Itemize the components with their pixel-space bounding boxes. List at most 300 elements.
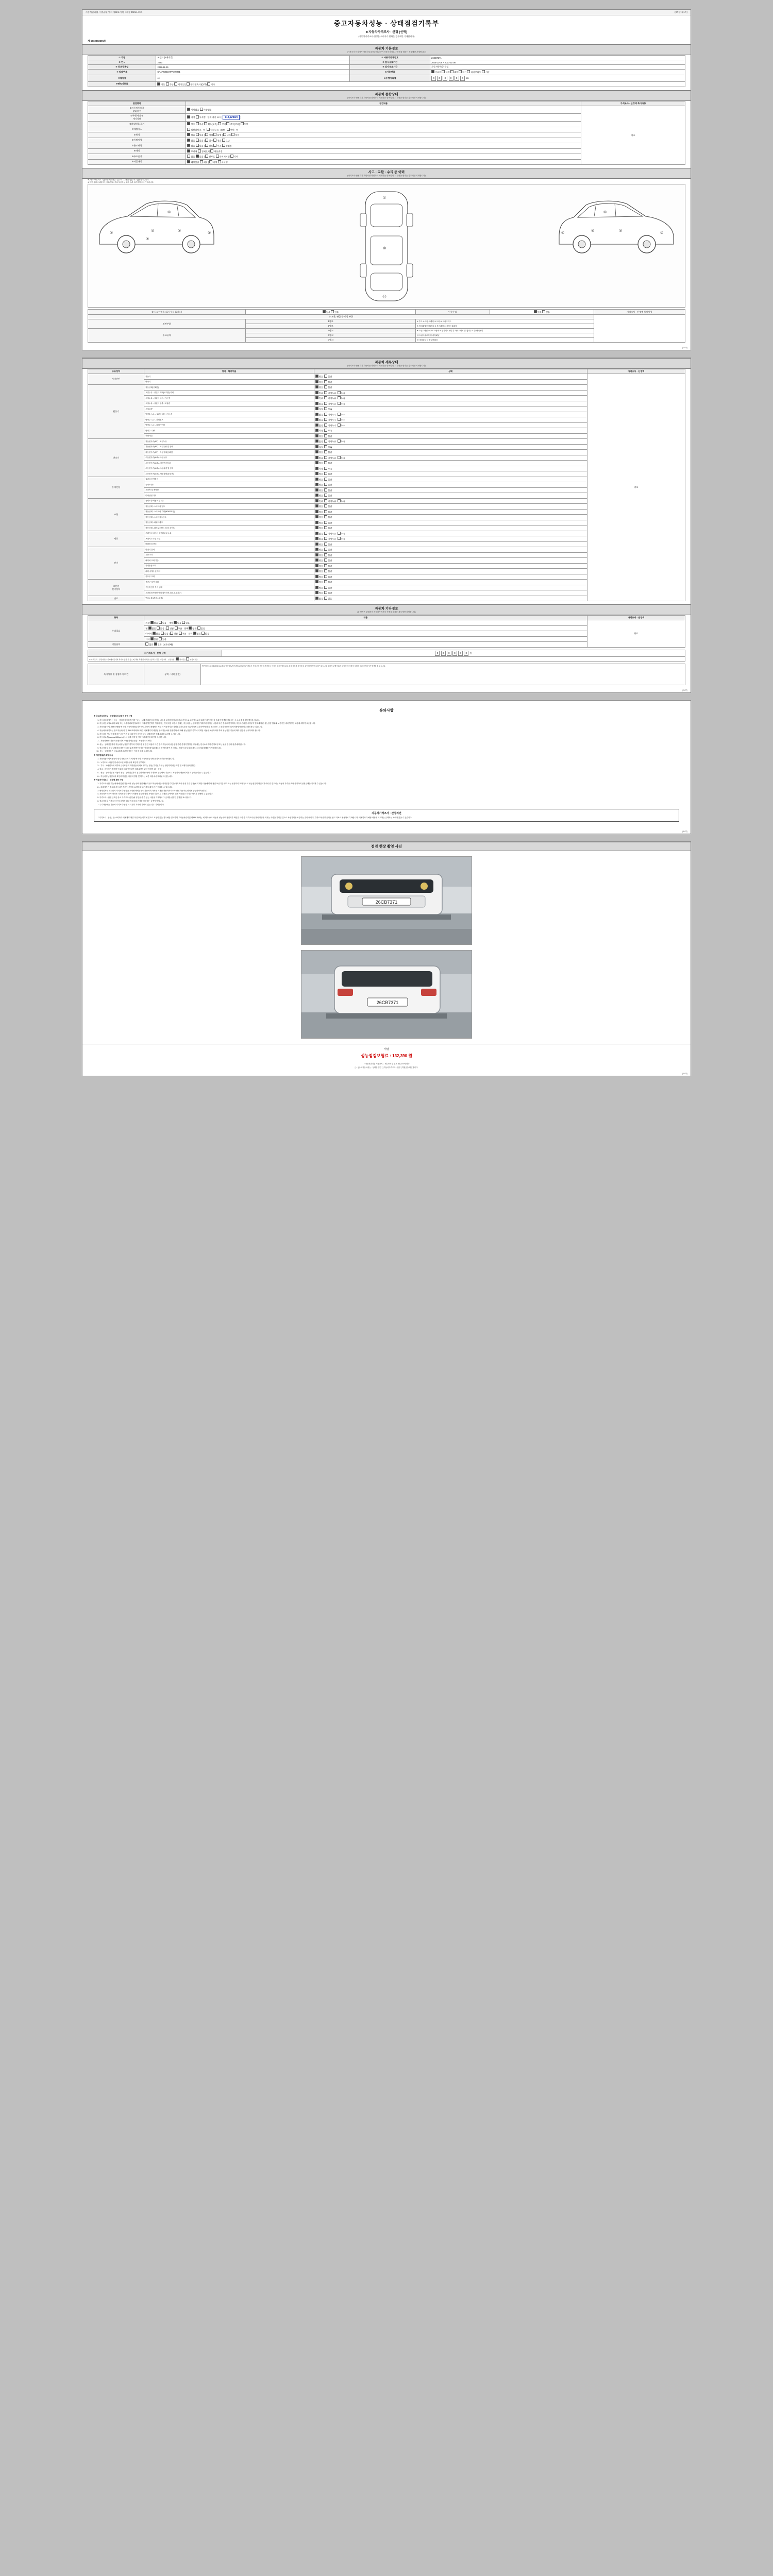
state-label: 미세누수: [328, 413, 337, 416]
checkbox-smoke[interactable]: [227, 128, 230, 131]
detail-table: [88, 369, 685, 601]
detail-item-state: [314, 541, 587, 547]
checkbox-polish-none[interactable]: [189, 626, 192, 630]
detail-item-label: 자동변속기(A/T) - 오일누유: [144, 439, 314, 445]
checkbox-etc-yes[interactable]: [159, 637, 162, 640]
sheet3-footer: (3/4쪽): [682, 831, 687, 833]
value-firstreg: 2022-11-29: [156, 65, 350, 70]
checkbox-trans-semi[interactable]: [174, 82, 177, 86]
checkbox-state-불량[interactable]: [324, 591, 327, 594]
sub-label-tire: 타이어: [145, 632, 152, 635]
checkbox-hist-total[interactable]: [213, 139, 216, 142]
checkbox-recall-yes[interactable]: [200, 160, 203, 163]
checkbox-state-불량[interactable]: [324, 521, 327, 524]
checkbox-state-미세누유[interactable]: [324, 532, 327, 535]
state-label: 불량: [328, 516, 332, 519]
checkbox-state-양호[interactable]: [315, 591, 318, 594]
state-label: 불량: [328, 548, 332, 551]
special-notes-table: [88, 664, 685, 685]
checkbox-state-누수[interactable]: [338, 423, 341, 427]
sheet1-footer: (1/4쪽): [682, 347, 687, 349]
checkbox-state-적정[interactable]: [315, 467, 318, 470]
checkbox-state-불량[interactable]: [324, 580, 327, 583]
checkbox-hist-flood[interactable]: [205, 139, 208, 142]
checkbox-polish-yes[interactable]: [197, 626, 200, 630]
table-row: [88, 75, 685, 81]
checkbox-state-미세누유[interactable]: [324, 456, 327, 459]
checkbox-state-미세누유[interactable]: [324, 402, 327, 405]
checkbox-state-불량[interactable]: [324, 526, 327, 529]
checkbox-state-불량[interactable]: [324, 586, 327, 589]
state-label: 없음: [318, 418, 323, 421]
checkbox-fuel-hybrid[interactable]: [467, 70, 470, 73]
checkbox-vin-mod[interactable]: [226, 122, 229, 125]
checkbox-usage-yes[interactable]: [196, 144, 199, 147]
checkbox-vin-diff[interactable]: [218, 122, 221, 125]
checkbox-state-불량[interactable]: [324, 478, 327, 481]
opt-gasoline: 가솔린: [435, 71, 442, 74]
checkbox-state-양호[interactable]: [315, 472, 318, 475]
checkbox-state-불량[interactable]: [324, 472, 327, 475]
checkbox-glass-none[interactable]: [193, 632, 196, 635]
signature-row: [82, 1044, 691, 1052]
state-label: 미세누유: [328, 392, 337, 395]
state-label: 미세누유: [328, 402, 337, 405]
accident-wrap: [82, 179, 691, 346]
valuation-declaration-box: [94, 809, 679, 822]
odometer-reading: 113,929km: [223, 115, 240, 120]
value-price: [222, 650, 685, 656]
checkbox-state-부족[interactable]: [324, 407, 327, 410]
notice-item: 2. 자동차인도일로부터 30일 또는 주행거리 2천킬로미터 이내에 발견하여 이루어지는 정비 비용 보증의 범위는 자동차성능·상태점검기록부에 기재된 내용과 다른 경우로 한정하며, 자동차관리법 시행규칙 별표에 따른 성능점검 범위와 보증기간 내에 발생한 고장에 대하여 보증합니다.: [99, 722, 679, 725]
checkbox-opt-none[interactable]: [187, 155, 190, 158]
checkbox-accident-none[interactable]: [323, 310, 326, 313]
state-label: 누유: [341, 537, 345, 540]
checkbox-state-양호[interactable]: [315, 548, 318, 551]
checkbox-state-누유[interactable]: [338, 532, 341, 535]
checkbox-state-양호[interactable]: [315, 510, 318, 513]
row-label-emission: ④배출가스: [88, 127, 186, 132]
row-value-color: 무변색 전체도색 색상변경: [186, 148, 581, 154]
detail-item-state: [314, 477, 587, 482]
checkbox-opt-yes[interactable]: [196, 155, 199, 158]
state-label: 부족: [328, 429, 332, 432]
checkbox-state-부족[interactable]: [324, 467, 327, 470]
checkbox-state-불량[interactable]: [324, 515, 327, 518]
detail-item-label: 와이퍼 모터 기능: [144, 558, 314, 564]
checkbox-state-불량[interactable]: [324, 558, 327, 562]
checkbox-usage-rent[interactable]: [205, 144, 208, 147]
photo-rear-underbody: [301, 951, 472, 1038]
checkbox-state-불량[interactable]: [324, 434, 327, 437]
checkbox-state-없음[interactable]: [315, 413, 318, 416]
checkbox-int-yes[interactable]: [182, 621, 185, 624]
checkbox-tire-yes[interactable]: [161, 632, 164, 635]
parts-rank2: ⑤ 쿼터패널(리어펜더) ⑥ 루프패널 ⑦ 사이드실패널: [415, 324, 594, 329]
checkbox-state-양호[interactable]: [315, 521, 318, 524]
checkbox-state-양호[interactable]: [315, 580, 318, 583]
checkbox-state-양호[interactable]: [315, 504, 318, 507]
notice-item: 7. 특기사항에는 자동차 가격조사·산정 시 특별히 기재할 사항이 있는 경우 기재합니다.: [99, 804, 679, 806]
checkbox-state-양호[interactable]: [315, 494, 318, 497]
checkbox-state-불량[interactable]: [324, 483, 327, 486]
opt-ev: 전기: [462, 71, 467, 74]
row-label-odo: ②주행거리 및 계기상태: [88, 114, 186, 122]
checkbox-state-양호[interactable]: [315, 385, 318, 388]
checkbox-wheel-fr[interactable]: [175, 626, 178, 630]
table-head-row: [88, 616, 685, 620]
checkbox-recall-na[interactable]: [187, 160, 190, 163]
checkbox-state-없음[interactable]: [315, 532, 318, 535]
checkbox-state-없음[interactable]: [315, 499, 318, 502]
checkbox-state-부족[interactable]: [324, 429, 327, 432]
page-subtitle: ■ 자동차가격조사 · 산정 (선택): [365, 31, 408, 34]
checkbox-state-적정[interactable]: [315, 407, 318, 410]
checkbox-state-없음[interactable]: [315, 456, 318, 459]
checkbox-state-있음[interactable]: [324, 597, 327, 600]
checkbox-state-양호[interactable]: [315, 569, 318, 572]
detail-item-label: 자동변속기(A/T) - 작동상태(공회전): [144, 450, 314, 455]
checkbox-glass-yes[interactable]: [201, 632, 205, 635]
row-label-usage: ⑦용도변경: [88, 143, 186, 149]
checkbox-hist-none[interactable]: [187, 139, 190, 142]
checkbox-state-불량[interactable]: [324, 494, 327, 497]
checkbox-state-미세누유[interactable]: [324, 391, 327, 394]
checkbox-fuel-diesel[interactable]: [442, 70, 445, 73]
checkbox-state-불량[interactable]: [324, 504, 327, 507]
checkbox-state-양호[interactable]: [315, 515, 318, 518]
checkbox-state-양호[interactable]: [315, 483, 318, 486]
checkbox-state-불량[interactable]: [324, 380, 327, 383]
checkbox-state-불량[interactable]: [324, 450, 327, 453]
accident-history-table: [88, 309, 685, 343]
checkbox-state-없음[interactable]: [315, 391, 318, 394]
checkbox-state-누유[interactable]: [338, 499, 341, 502]
checkbox-wheel-fl[interactable]: [166, 626, 169, 630]
checkbox-tuning-legal[interactable]: [205, 133, 208, 136]
label-validity: ⑥ 검사유효기간: [350, 65, 430, 70]
detail-item-label: 배력장치 상태: [144, 541, 314, 547]
state-label: 양호: [318, 494, 323, 497]
opt-auto: 자동: [161, 83, 165, 86]
state-label: 양호: [318, 591, 323, 595]
checkbox-state-불량[interactable]: [324, 543, 327, 546]
checkbox-usage-none[interactable]: [187, 144, 190, 147]
sheet2-footer: (2/4쪽): [682, 689, 687, 692]
checkbox-state-부족[interactable]: [324, 445, 327, 448]
checkbox-state-불량[interactable]: [324, 569, 327, 572]
checkbox-tire-none[interactable]: [153, 632, 156, 635]
checkbox-trans-auto[interactable]: [157, 82, 160, 86]
svg-text:①: ①: [382, 196, 386, 200]
value-odometer: 0 0 0 0 0 0 km: [430, 75, 685, 81]
detail-item-state: [314, 515, 587, 520]
checkbox-ext-none[interactable]: [150, 621, 154, 624]
detail-group-label: 원동기: [88, 385, 144, 439]
checkbox-fuel-etc[interactable]: [482, 70, 485, 73]
checkbox-wheel-none[interactable]: [148, 626, 152, 630]
checkbox-state-양호[interactable]: [315, 543, 318, 546]
checkbox-state-없음[interactable]: [315, 439, 318, 443]
page-indicator-1: (3쪽중 제1쪽): [675, 11, 687, 13]
checkbox-state-없음[interactable]: [315, 396, 318, 399]
checkbox-hist-theft[interactable]: [222, 139, 225, 142]
svg-text:②: ②: [660, 231, 664, 235]
checkbox-state-양호[interactable]: [315, 434, 318, 437]
label-carname: ① 차명: [88, 56, 156, 60]
checkbox-regcert-ok[interactable]: [187, 108, 190, 111]
table-row: [88, 56, 685, 60]
opt-cvt: 무단변속기(CVT): [190, 83, 207, 86]
basic-info-wrap: [82, 55, 691, 90]
checkbox-opt-etc[interactable]: [230, 155, 233, 158]
section-basic-sub: (가격조사·산정자가 자동차등록증과 비교하여 자동차가격조사·산정을 원하는 경우에만 기재합니다): [347, 51, 426, 53]
state-label: 누유: [341, 402, 345, 405]
detail-item-state: [314, 455, 587, 461]
checkbox-state-양호[interactable]: [315, 526, 318, 529]
checkbox-state-미세누유[interactable]: [324, 439, 327, 443]
checkbox-regcert-ng[interactable]: [200, 108, 203, 111]
sheet1-topbar: [82, 10, 691, 15]
checkbox-state-불량[interactable]: [324, 385, 327, 388]
section-etc-band: [82, 604, 691, 615]
checkbox-trans-cvt[interactable]: [187, 82, 190, 86]
checkbox-co[interactable]: [187, 128, 190, 131]
state-label: 누수: [341, 413, 345, 416]
row-value-history: 없음 있음 | 침수 전손 도난: [186, 138, 581, 143]
checkbox-state-불량[interactable]: [324, 461, 327, 464]
basic-yes-label: 있음: [157, 643, 162, 646]
rank-1: 1랭크: [246, 319, 416, 324]
checkbox-color-none[interactable]: [187, 149, 190, 152]
svg-text:⑥: ⑥: [603, 210, 607, 214]
state-label: 양호: [318, 586, 323, 589]
checkbox-state-미세누수[interactable]: [324, 423, 327, 427]
accident-note-value: [594, 315, 685, 343]
state-label: 불량: [328, 565, 332, 568]
checkbox-state-양호[interactable]: [315, 478, 318, 481]
checkbox-hc[interactable]: [207, 128, 210, 131]
checkbox-vin-corrosion[interactable]: [196, 122, 199, 125]
checkbox-color-full[interactable]: [198, 149, 201, 152]
checkbox-tire-rr[interactable]: [179, 632, 182, 635]
detail-group-label: 고전원 전기장치: [88, 580, 144, 596]
detail-item-label: 라디에이터 팬 모터: [144, 569, 314, 574]
detail-item-state: [314, 401, 587, 406]
checkbox-state-불량[interactable]: [324, 375, 327, 378]
value-carname: 쏘렌토 (4세대급): [156, 56, 350, 60]
checkbox-trans-manual[interactable]: [166, 82, 169, 86]
sub-label-interior: 내장: [169, 621, 173, 624]
checkbox-usage-biz[interactable]: [222, 144, 225, 147]
checkbox-accident-yes[interactable]: [331, 310, 334, 313]
checkbox-state-불량[interactable]: [324, 553, 327, 556]
checkbox-opt-sunroof[interactable]: [205, 155, 208, 158]
checkbox-vin-damage[interactable]: [204, 122, 207, 125]
row-value-recall: 해당없음 해당 | 이행 미이행: [186, 159, 581, 165]
checkbox-tuning-structure[interactable]: [223, 133, 226, 136]
checkbox-int-none[interactable]: [174, 621, 177, 624]
checkbox-state-미세누유[interactable]: [324, 396, 327, 399]
label-accident-note: 가격조사 · 산정액 특이사항: [594, 309, 685, 315]
overall-note: 양호: [581, 106, 685, 165]
photo-front-underbody: [301, 857, 472, 944]
checkbox-basic-yes[interactable]: [154, 642, 157, 646]
detail-item-state: [314, 466, 587, 471]
notice-item: 5. 가격조사 · 산정 금액은 중고 가격조사(산정)에 영향을 줄 수 있는 사항을 기재하고 그 금액을 산정한 결과를 표시합니다.: [99, 796, 679, 799]
value-validity: 자동차등록증 동일: [430, 65, 685, 70]
checkbox-state-양호[interactable]: [315, 450, 318, 453]
checkbox-tuning-yes[interactable]: [196, 133, 199, 136]
checkbox-state-누유[interactable]: [338, 391, 341, 394]
notice-list-1b: [94, 743, 679, 753]
checkbox-state-없음[interactable]: [315, 537, 318, 540]
checkbox-tuning-device[interactable]: [231, 133, 234, 136]
inspection-photo-front: [301, 856, 472, 945]
checkbox-state-없음[interactable]: [315, 423, 318, 427]
detail-item-state: [314, 390, 587, 396]
checkbox-state-양호[interactable]: [315, 586, 318, 589]
car-top-view-diagram: [353, 187, 420, 305]
checkbox-vin-paint[interactable]: [241, 122, 244, 125]
state-label: 없음: [318, 537, 323, 540]
checkbox-state-미세누유[interactable]: [324, 537, 327, 540]
opt-semi: 세미오토: [178, 83, 187, 86]
checkbox-state-양호[interactable]: [315, 564, 318, 567]
svg-text:②: ②: [110, 231, 113, 235]
detail-item-label: 실내송풍 모터: [144, 563, 314, 569]
checkbox-state-양호[interactable]: [315, 488, 318, 492]
checkbox-state-누수[interactable]: [338, 413, 341, 416]
checkbox-etc-none[interactable]: [150, 637, 154, 640]
checkbox-state-불량[interactable]: [324, 510, 327, 513]
detail-group-label: 전기: [88, 547, 144, 580]
checkbox-recall-not[interactable]: [218, 160, 221, 163]
checkbox-state-누유[interactable]: [338, 456, 341, 459]
label-repair-needed: 수리필요: [88, 620, 144, 642]
checkbox-state-적정[interactable]: [315, 429, 318, 432]
checkbox-state-적정[interactable]: [315, 445, 318, 448]
checkbox-state-미세누수[interactable]: [324, 418, 327, 421]
checkbox-state-불량[interactable]: [324, 575, 327, 578]
svg-text:26CB7371: 26CB7371: [376, 1000, 399, 1006]
checkbox-state-양호[interactable]: [315, 558, 318, 562]
checkbox-state-불량[interactable]: [324, 488, 327, 492]
section-detail-sub: (가격조사·산정자가 자동차를 확인하고 기재하는 항목입니다. 산정을 원하는 경우에만 기재합니다): [347, 365, 426, 367]
checkbox-state-누유[interactable]: [338, 439, 341, 443]
svg-text:⑥: ⑥: [167, 210, 171, 214]
insurance-fee: 성능점검보험료 : 132,390 원: [360, 1054, 413, 1059]
value-repair-wheel-polish: 휠 없음 있음 | 전륜 후륜 광택 없음 있음: [144, 625, 587, 631]
state-label: 없음: [318, 500, 323, 503]
parts-ranka: ⑧ 프론트패널 ⑨ 크로스맴버 ⑩ 인사이드패널 ⑪ 사이드맴버 ⑫ 휠하우스 ⑬ 필러패널: [415, 329, 594, 333]
checkbox-state-불량[interactable]: [324, 564, 327, 567]
detail-item-state: [314, 498, 587, 504]
checkbox-recall-done[interactable]: [209, 160, 212, 163]
checkbox-warranty-ins[interactable]: [186, 657, 189, 660]
checkbox-state-양호[interactable]: [315, 375, 318, 378]
table-row: [88, 374, 685, 380]
table-row: [88, 656, 685, 662]
checkbox-simple-none[interactable]: [534, 310, 537, 313]
checkbox-state-양호[interactable]: [315, 575, 318, 578]
checkbox-state-미세누유[interactable]: [324, 499, 327, 502]
checkbox-tuning-none[interactable]: [187, 133, 190, 136]
label-firstreg: ⑤ 최초등록일: [88, 65, 156, 70]
checkbox-state-없음[interactable]: [315, 402, 318, 405]
row-value-usage: 없음 있음 | 렌트 리스 영업용: [186, 143, 581, 149]
checkbox-odo-ng[interactable]: [196, 115, 199, 118]
detail-item-label: 자동변속기(A/T) - 오일유량 및 상태: [144, 444, 314, 450]
svg-text:⑤: ⑤: [178, 229, 181, 233]
detail-item-label: 작동상태 - 타이로드엔드 및 볼 조인트: [144, 526, 314, 531]
basic-info-table: [88, 55, 685, 87]
state-label: 미세누유: [328, 440, 337, 443]
checkbox-usage-lease[interactable]: [213, 144, 216, 147]
notice-item: 7. - 자동차365 : 자동차 종합 정보 / 자동차성능점검 / 자동차이력 확인: [99, 740, 679, 742]
state-label: 미세누수: [328, 418, 337, 421]
checkbox-state-양호[interactable]: [315, 553, 318, 556]
checkbox-fuel-ev[interactable]: [459, 70, 462, 73]
checkbox-color-change[interactable]: [210, 149, 213, 152]
label-simple-repair: 단순수리: [415, 309, 490, 315]
state-label: 불량: [328, 386, 332, 389]
state-label: 불량: [328, 435, 332, 438]
checkbox-vin-good[interactable]: [187, 122, 190, 125]
checkbox-odo-ok[interactable]: [187, 115, 190, 118]
state-label: 불량: [328, 494, 332, 497]
detail-item-label: 수동변속기(M/T) - 오일누유: [144, 455, 314, 461]
sub-label-glass: 유리: [188, 632, 193, 635]
value-repair-tire-glass: 타이어 없음 있음 | 전륜 후륜 유리 없음 있음: [144, 631, 587, 637]
checkbox-state-불량[interactable]: [324, 548, 327, 551]
checkbox-trans-etc[interactable]: [207, 82, 210, 86]
checkbox-state-누유[interactable]: [338, 402, 341, 405]
checkbox-basic-none[interactable]: [145, 642, 148, 646]
checkbox-state-미세누수[interactable]: [324, 413, 327, 416]
checkbox-state-양호[interactable]: [315, 380, 318, 383]
row-label-tuning: ⑤튜닝: [88, 132, 186, 138]
detail-item-state: [314, 585, 587, 590]
notice-list-2: [94, 758, 679, 778]
checkbox-state-누유[interactable]: [338, 396, 341, 399]
checkbox-state-누유[interactable]: [338, 537, 341, 540]
checkbox-simple-yes[interactable]: [542, 310, 545, 313]
checkbox-fuel-gasoline[interactable]: [431, 70, 434, 73]
state-label: 불량: [328, 505, 332, 508]
row-label-options: ⑨주요옵션: [88, 154, 186, 160]
warranty-label: 보증유형: [167, 658, 175, 661]
checkbox-wheel-yes[interactable]: [157, 626, 160, 630]
checkbox-tuning-illegal[interactable]: [213, 133, 216, 136]
detail-item-state: [314, 406, 587, 412]
checkbox-state-누수[interactable]: [338, 418, 341, 421]
checkbox-warranty-self[interactable]: [176, 657, 179, 660]
state-label: 누유: [341, 500, 345, 503]
checkbox-opt-nav[interactable]: [216, 155, 219, 158]
checkbox-ext-yes[interactable]: [159, 621, 162, 624]
checkbox-state-없음[interactable]: [315, 597, 318, 600]
sub-label-wheel: 휠: [145, 627, 148, 630]
notice-item: 3. - 부식 : 차량연식에 의하여 금속표면의 화학반응에 의해 생기는 현상 (부식된 부위는 절단하여 판금작업 및 교환부품의 발생): [99, 765, 679, 767]
checkbox-tire-fl[interactable]: [170, 632, 173, 635]
checkbox-fuel-lpg[interactable]: [450, 70, 453, 73]
row-label-color: ⑧색상: [88, 148, 186, 154]
checkbox-hist-yes[interactable]: [196, 139, 199, 142]
detail-item-state: [314, 396, 587, 401]
checkbox-state-없음[interactable]: [315, 418, 318, 421]
checkbox-state-양호[interactable]: [315, 461, 318, 464]
